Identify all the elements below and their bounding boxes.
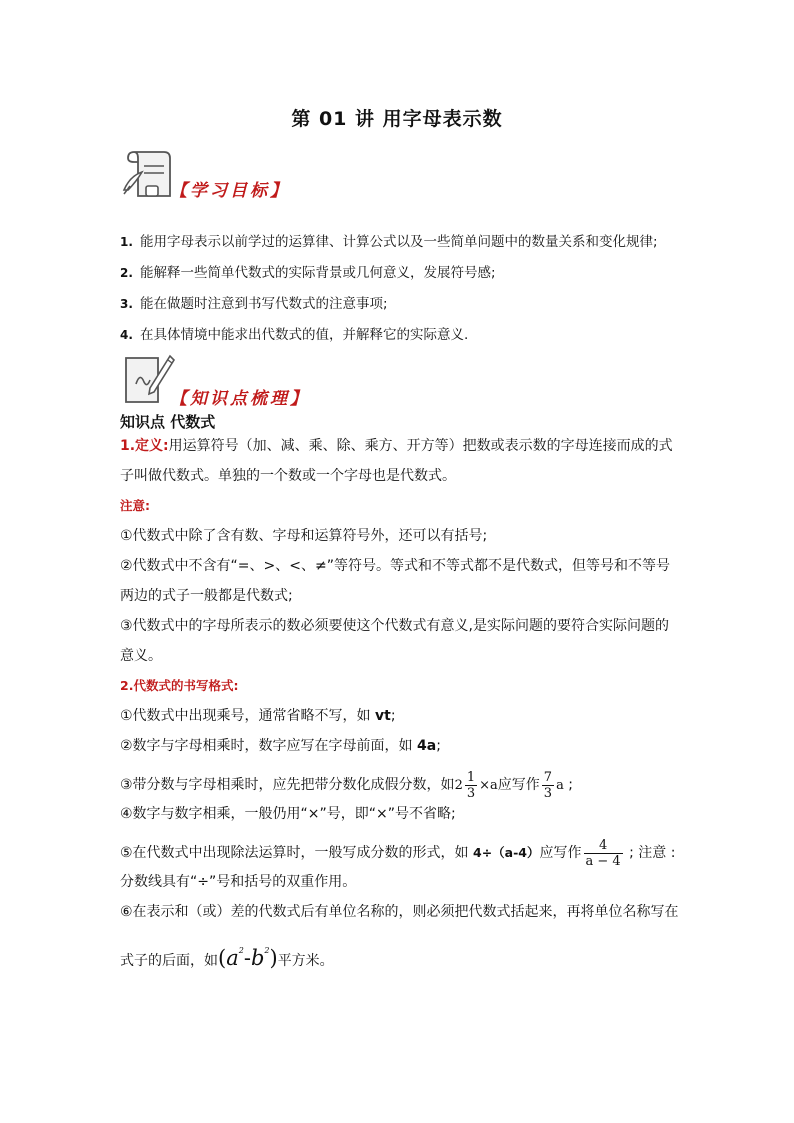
notepad-pen-icon — [120, 348, 176, 408]
goal-text: 能用字母表示以前学过的运算律、计算公式以及一些简单问题中的数量关系和变化规律; — [140, 234, 658, 250]
format-3-end: ; — [563, 777, 573, 793]
goal-item — [120, 232, 760, 263]
format-2-example: 4a — [417, 738, 437, 754]
note-2-line-1: ②代数式中不含有“=、>、<、≠”等符号。等式和不等式都不是代数式，但等号和不等号 — [120, 558, 670, 574]
format-1-example: vt — [375, 708, 391, 724]
format-2-text: ②数字与字母相乘时，数字应写在字母前面，如 — [120, 738, 417, 754]
var-a: a — [226, 946, 239, 970]
fraction-denominator: 3 — [466, 785, 476, 801]
definition-text: 用运算符号（加、减、乘、除、乘方、开方等）把数或表示数的字母连接而成的式 — [168, 438, 673, 454]
division-expression: 4÷（a-4） — [473, 845, 540, 860]
mixed-number-fraction — [465, 770, 477, 801]
format-5-end: ; 注意 : — [624, 845, 676, 861]
note-label — [120, 496, 680, 526]
goal-text: 在具体情境中能求出代数式的值，并解释它的实际意义. — [140, 327, 469, 343]
scroll-quill-icon — [120, 146, 172, 202]
fraction-numerator: 1 — [466, 769, 476, 785]
definition-line-1 — [120, 436, 680, 466]
format-5 — [120, 834, 680, 872]
unit-expression — [218, 946, 278, 970]
note-label-text: 注意: — [120, 498, 150, 513]
format-6-text: 式子的后面，如 — [120, 953, 218, 969]
exponent: 2 — [264, 946, 270, 955]
var-b: b — [250, 946, 265, 970]
goal-number: 3. — [120, 297, 133, 311]
format-6-line-2 — [120, 932, 680, 970]
format-5-text: ⑤在代数式中出现除法运算时，一般写成分数的形式，如 — [120, 845, 473, 861]
division-fraction — [584, 838, 623, 869]
fraction-denominator: a − 4 — [585, 853, 621, 869]
note-3-line-2: 意义。 — [120, 648, 162, 664]
exponent: 2 — [238, 946, 244, 955]
goal-item — [120, 263, 760, 294]
fraction-denominator: 3 — [543, 785, 553, 801]
learning-goals-banner — [120, 146, 320, 202]
definition-label: 1.定义: — [120, 438, 169, 454]
goal-number: 4. — [120, 328, 133, 342]
knowledge-summary-banner — [120, 348, 320, 409]
goals-list — [120, 232, 760, 356]
format-2-end: ; — [436, 738, 441, 754]
format-2 — [120, 736, 680, 766]
minus-sign: - — [243, 946, 251, 970]
times-a: ×a — [479, 778, 498, 793]
goal-item — [120, 294, 760, 325]
format-3-text: ③带分数与字母相乘时，应先把带分数化成假分数，如 — [120, 777, 455, 793]
fraction-numerator: 4 — [584, 838, 623, 854]
knowledge-summary-label: 【知识点梳理】 — [170, 389, 310, 409]
format-label-text: 2.代数式的书写格式: — [120, 678, 239, 693]
learning-goals-label: 【学习目标】 — [170, 181, 290, 201]
fraction-numerator: 7 — [543, 769, 553, 785]
topic-heading: 知识点 代数式 — [120, 413, 216, 431]
format-3 — [120, 766, 680, 804]
format-5-line-2: 分数线具有“÷”号和括号的双重作用。 — [120, 874, 357, 890]
mixed-number-whole: 2 — [454, 778, 463, 793]
variable-a: a — [556, 778, 564, 793]
format-4: ④数字与数字相乘，一般仍用“×”号，即“×”号不省略; — [120, 806, 456, 822]
definition-line-2: 子叫做代数式。单独的一个数或一个字母也是代数式。 — [120, 468, 456, 484]
format-label — [120, 676, 680, 706]
note-2-line-2: 两边的式子一般都是代数式; — [120, 588, 293, 604]
goal-text: 能在做题时注意到书写代数式的注意事项; — [140, 296, 388, 312]
paren-close: ) — [269, 946, 278, 970]
format-6-end: 平方米。 — [277, 953, 334, 969]
improper-fraction — [542, 770, 554, 801]
page-title: 第 01 讲 用字母表示数 — [291, 108, 503, 130]
format-1-text: ①代数式中出现乘号，通常省略不写，如 — [120, 708, 375, 724]
format-6-line-1: ⑥在表示和（或）差的代数式后有单位名称的，则必须把代数式括起来，再将单位名称写在 — [120, 904, 679, 920]
note-1: ①代数式中除了含有数、字母和运算符号外，还可以有括号; — [120, 528, 488, 544]
paren-open: ( — [218, 946, 227, 970]
format-1-end: ; — [390, 708, 396, 724]
goal-text: 能解释一些简单代数式的实际背景或几何意义，发展符号感; — [140, 265, 496, 281]
format-3-mid: 应写作 — [497, 777, 540, 793]
knowledge-content — [120, 412, 680, 970]
goal-number: 2. — [120, 266, 133, 280]
note-3-line-1: ③代数式中的字母所表示的数必须要使这个代数式有意义,是实际问题的要符合实际问题的 — [120, 618, 669, 634]
goal-number: 1. — [120, 235, 133, 249]
format-1 — [120, 706, 680, 736]
format-5-mid: 应写作 — [539, 845, 582, 861]
